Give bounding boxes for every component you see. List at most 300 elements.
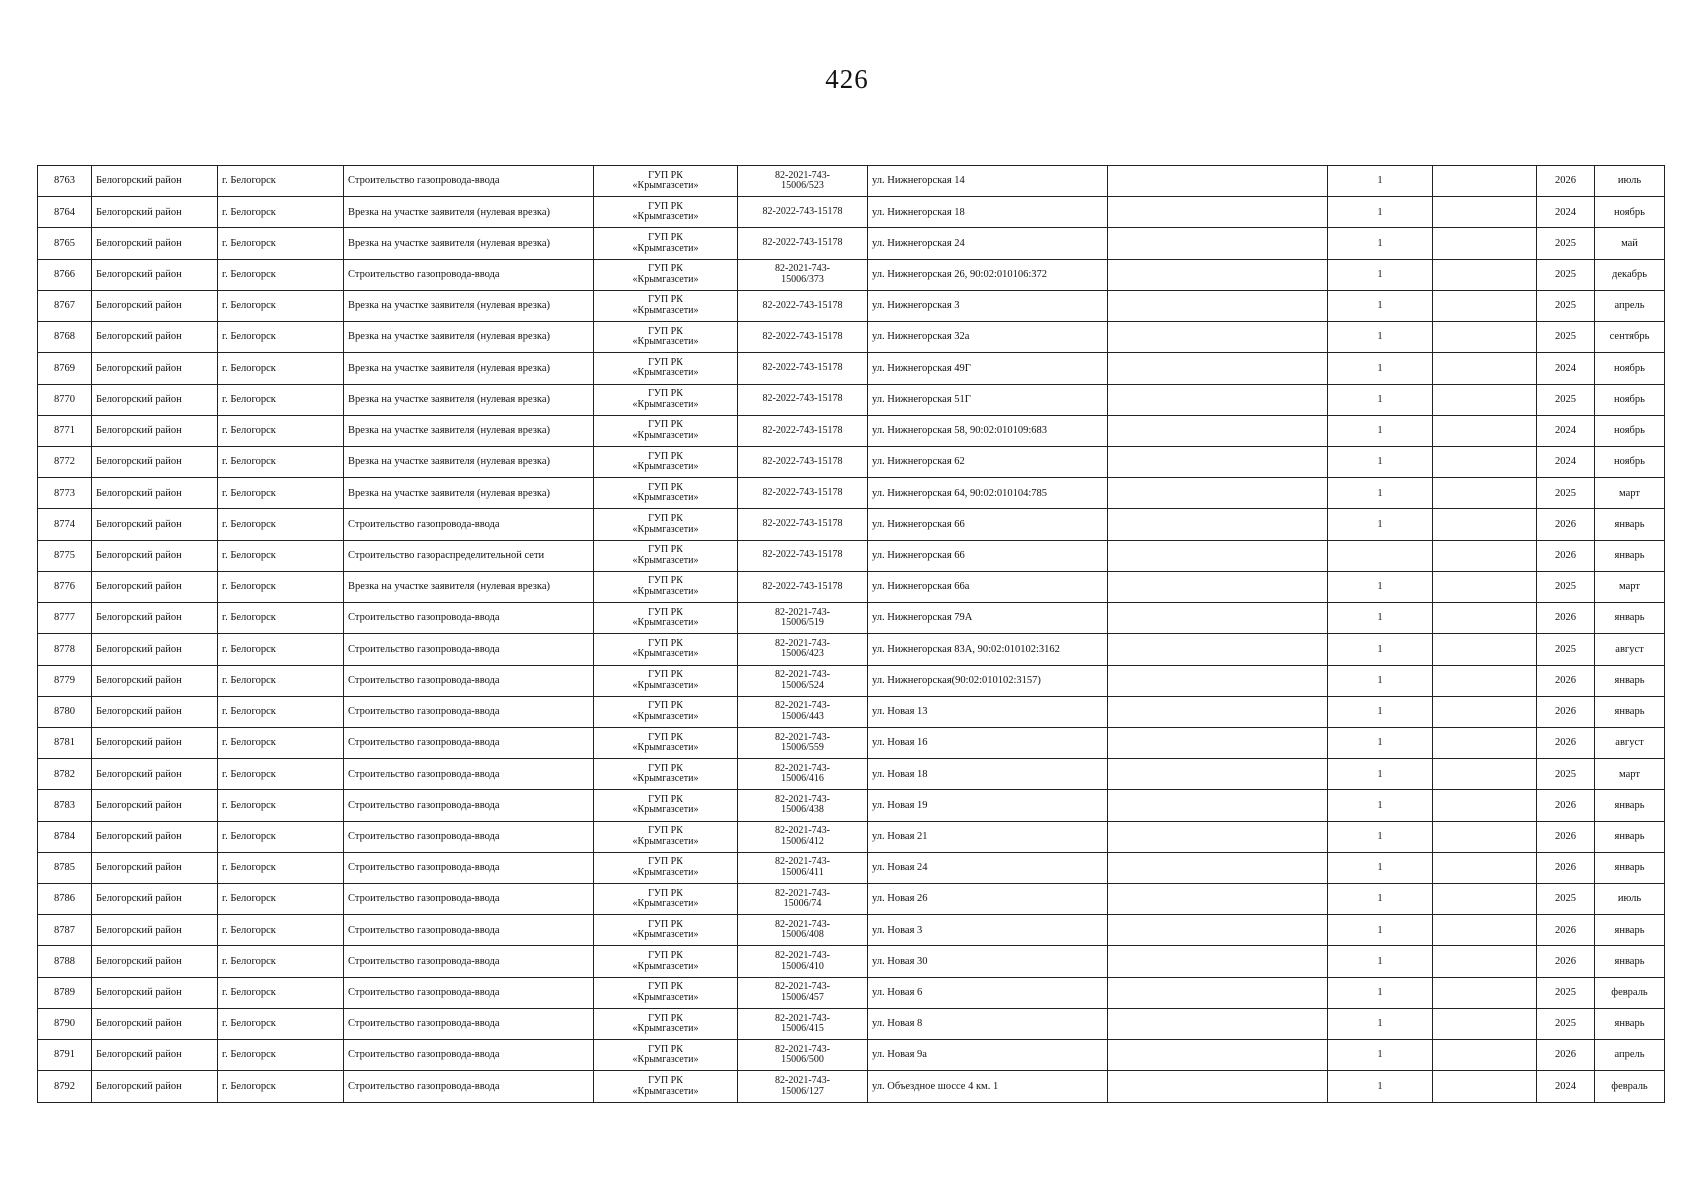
organization-line: «Крымгазсети»	[632, 866, 699, 878]
year-cell: 2025	[1537, 759, 1595, 790]
work-type-cell: Строительство газопровода-ввода	[344, 884, 594, 915]
organization-line: «Крымгазсети»	[632, 242, 699, 254]
registration-code-cell	[738, 478, 868, 509]
registration-code-cell	[738, 634, 868, 665]
organization-line: «Крымгазсети»	[632, 304, 699, 316]
organization-line: «Крымгазсети»	[632, 1054, 699, 1066]
empty-cell	[1433, 384, 1537, 415]
empty-cell	[1433, 322, 1537, 353]
city-cell: г. Белогорск	[218, 571, 344, 602]
organization-line: «Крымгазсети»	[632, 1023, 699, 1035]
district-cell: Белогорский район	[92, 259, 218, 290]
city-cell: г. Белогорск	[218, 821, 344, 852]
organization-line: «Крымгазсети»	[632, 991, 699, 1003]
table-row	[38, 166, 1665, 197]
registration-code-cell	[738, 322, 868, 353]
empty-cell	[1108, 696, 1328, 727]
table-row	[38, 727, 1665, 758]
count-cell: 1	[1328, 322, 1433, 353]
empty-cell	[1108, 665, 1328, 696]
organization-line: ГУП РК	[648, 356, 683, 368]
city-cell: г. Белогорск	[218, 696, 344, 727]
district-cell: Белогорский район	[92, 166, 218, 197]
table-row	[38, 696, 1665, 727]
district-cell: Белогорский район	[92, 603, 218, 634]
registration-code-line: 15006/415	[781, 1023, 824, 1035]
registration-code-line: 82-2021-743-	[775, 1012, 830, 1024]
organization-cell	[594, 727, 738, 758]
registration-code-cell	[738, 727, 868, 758]
table-row	[38, 759, 1665, 790]
organization-line: ГУП РК	[648, 1043, 683, 1055]
registration-code-line: 82-2022-743-15178	[762, 580, 843, 592]
empty-cell	[1108, 384, 1328, 415]
work-type-cell: Строительство газопровода-ввода	[344, 509, 594, 540]
organization-line: ГУП РК	[648, 1012, 683, 1024]
address-cell: ул. Новая 9а	[868, 1040, 1108, 1071]
table-row	[38, 353, 1665, 384]
district-cell: Белогорский район	[92, 759, 218, 790]
district-cell: Белогорский район	[92, 884, 218, 915]
year-cell: 2026	[1537, 790, 1595, 821]
city-cell: г. Белогорск	[218, 1071, 344, 1103]
registration-code-cell	[738, 415, 868, 446]
empty-cell	[1108, 228, 1328, 259]
district-cell: Белогорский район	[92, 1040, 218, 1071]
count-cell: 1	[1328, 759, 1433, 790]
organization-line: ГУП РК	[648, 731, 683, 743]
month-cell: март	[1595, 759, 1665, 790]
empty-cell	[1433, 446, 1537, 477]
organization-line: ГУП РК	[648, 325, 683, 337]
empty-cell	[1108, 446, 1328, 477]
table-row	[38, 634, 1665, 665]
year-cell: 2026	[1537, 852, 1595, 883]
registration-code-line: 82-2021-743-	[775, 918, 830, 930]
city-cell: г. Белогорск	[218, 197, 344, 228]
address-cell: ул. Новая 19	[868, 790, 1108, 821]
year-cell: 2026	[1537, 1040, 1595, 1071]
month-cell: январь	[1595, 603, 1665, 634]
district-cell: Белогорский район	[92, 727, 218, 758]
month-cell: февраль	[1595, 1071, 1665, 1103]
year-cell: 2026	[1537, 603, 1595, 634]
year-cell: 2026	[1537, 509, 1595, 540]
district-cell: Белогорский район	[92, 821, 218, 852]
empty-cell	[1108, 290, 1328, 321]
registration-code-cell	[738, 166, 868, 197]
organization-line: «Крымгазсети»	[632, 679, 699, 691]
registration-code-cell	[738, 571, 868, 602]
city-cell: г. Белогорск	[218, 1008, 344, 1039]
organization-line: «Крымгазсети»	[632, 585, 699, 597]
registration-code-line: 15006/412	[781, 835, 824, 847]
registration-code-line: 82-2022-743-15178	[762, 424, 843, 436]
registration-code-line: 82-2021-743-	[775, 825, 830, 837]
address-cell: ул. Нижнегорская 24	[868, 228, 1108, 259]
address-cell: ул. Новая 8	[868, 1008, 1108, 1039]
empty-cell	[1433, 540, 1537, 571]
address-cell: ул. Новая 21	[868, 821, 1108, 852]
city-cell: г. Белогорск	[218, 915, 344, 946]
year-cell: 2025	[1537, 634, 1595, 665]
empty-cell	[1433, 696, 1537, 727]
empty-cell	[1108, 478, 1328, 509]
row-number-cell: 8787	[38, 915, 92, 946]
year-cell: 2026	[1537, 166, 1595, 197]
organization-line: ГУП РК	[648, 700, 683, 712]
organization-cell	[594, 259, 738, 290]
table-body	[38, 166, 1665, 1103]
registration-code-line: 15006/559	[781, 742, 824, 754]
district-cell: Белогорский район	[92, 228, 218, 259]
empty-cell	[1433, 1040, 1537, 1071]
city-cell: г. Белогорск	[218, 727, 344, 758]
address-cell: ул. Нижнегорская 51Г	[868, 384, 1108, 415]
registration-code-line: 82-2022-743-15178	[762, 299, 843, 311]
registration-code-cell	[738, 384, 868, 415]
registration-code-line: 82-2022-743-15178	[762, 330, 843, 342]
empty-cell	[1108, 415, 1328, 446]
empty-cell	[1108, 540, 1328, 571]
month-cell: январь	[1595, 821, 1665, 852]
district-cell: Белогорский район	[92, 384, 218, 415]
district-cell: Белогорский район	[92, 634, 218, 665]
organization-line: ГУП РК	[648, 981, 683, 993]
city-cell: г. Белогорск	[218, 322, 344, 353]
organization-line: ГУП РК	[648, 200, 683, 212]
city-cell: г. Белогорск	[218, 384, 344, 415]
year-cell: 2024	[1537, 415, 1595, 446]
work-type-cell: Строительство газораспределительной сети	[344, 540, 594, 571]
work-type-cell: Строительство газопровода-ввода	[344, 259, 594, 290]
address-cell: ул. Нижнегорская 66а	[868, 571, 1108, 602]
count-cell: 1	[1328, 166, 1433, 197]
organization-line: «Крымгазсети»	[632, 617, 699, 629]
district-cell: Белогорский район	[92, 852, 218, 883]
city-cell: г. Белогорск	[218, 166, 344, 197]
work-type-cell: Строительство газопровода-ввода	[344, 946, 594, 977]
registration-code-cell	[738, 290, 868, 321]
year-cell: 2025	[1537, 384, 1595, 415]
month-cell: январь	[1595, 915, 1665, 946]
district-cell: Белогорский район	[92, 540, 218, 571]
organization-cell	[594, 322, 738, 353]
year-cell: 2026	[1537, 915, 1595, 946]
registration-code-cell	[738, 946, 868, 977]
district-cell: Белогорский район	[92, 1008, 218, 1039]
table-row	[38, 665, 1665, 696]
organization-cell	[594, 603, 738, 634]
month-cell: ноябрь	[1595, 415, 1665, 446]
city-cell: г. Белогорск	[218, 852, 344, 883]
table-row	[38, 197, 1665, 228]
row-number-cell: 8772	[38, 446, 92, 477]
work-type-cell: Врезка на участке заявителя (нулевая врезка)	[344, 478, 594, 509]
organization-line: «Крымгазсети»	[632, 773, 699, 785]
registration-code-line: 82-2021-743-	[775, 1043, 830, 1055]
empty-cell	[1433, 821, 1537, 852]
registration-code-cell	[738, 1008, 868, 1039]
registration-code-line: 82-2022-743-15178	[762, 518, 843, 530]
work-type-cell: Строительство газопровода-ввода	[344, 915, 594, 946]
registration-code-line: 82-2022-743-15178	[762, 455, 843, 467]
work-type-cell: Строительство газопровода-ввода	[344, 790, 594, 821]
table-row	[38, 884, 1665, 915]
city-cell: г. Белогорск	[218, 290, 344, 321]
empty-cell	[1108, 727, 1328, 758]
count-cell: 1	[1328, 852, 1433, 883]
empty-cell	[1108, 509, 1328, 540]
registration-code-line: 15006/438	[781, 804, 824, 816]
count-cell: 1	[1328, 1040, 1433, 1071]
work-type-cell: Врезка на участке заявителя (нулевая врезка)	[344, 415, 594, 446]
count-cell: 1	[1328, 946, 1433, 977]
empty-cell	[1433, 946, 1537, 977]
work-type-cell: Врезка на участке заявителя (нулевая врезка)	[344, 290, 594, 321]
registration-code-cell	[738, 446, 868, 477]
district-cell: Белогорский район	[92, 571, 218, 602]
work-type-cell: Врезка на участке заявителя (нулевая врезка)	[344, 197, 594, 228]
row-number-cell: 8767	[38, 290, 92, 321]
row-number-cell: 8774	[38, 509, 92, 540]
row-number-cell: 8771	[38, 415, 92, 446]
empty-cell	[1433, 290, 1537, 321]
row-number-cell: 8788	[38, 946, 92, 977]
organization-line: «Крымгазсети»	[632, 273, 699, 285]
table-row	[38, 540, 1665, 571]
work-type-cell: Строительство газопровода-ввода	[344, 727, 594, 758]
empty-cell	[1433, 166, 1537, 197]
year-cell: 2024	[1537, 353, 1595, 384]
year-cell: 2024	[1537, 197, 1595, 228]
year-cell: 2025	[1537, 1008, 1595, 1039]
organization-cell	[594, 665, 738, 696]
city-cell: г. Белогорск	[218, 665, 344, 696]
organization-line: ГУП РК	[648, 950, 683, 962]
work-type-cell: Строительство газопровода-ввода	[344, 1008, 594, 1039]
table-row	[38, 446, 1665, 477]
organization-cell	[594, 1071, 738, 1103]
month-cell: январь	[1595, 946, 1665, 977]
work-type-cell: Строительство газопровода-ввода	[344, 603, 594, 634]
year-cell: 2026	[1537, 665, 1595, 696]
organization-line: ГУП РК	[648, 887, 683, 899]
registration-code-cell	[738, 603, 868, 634]
row-number-cell: 8781	[38, 727, 92, 758]
month-cell: март	[1595, 478, 1665, 509]
month-cell: сентябрь	[1595, 322, 1665, 353]
organization-cell	[594, 884, 738, 915]
city-cell: г. Белогорск	[218, 946, 344, 977]
year-cell: 2026	[1537, 727, 1595, 758]
city-cell: г. Белогорск	[218, 353, 344, 384]
registration-code-line: 82-2021-743-	[775, 637, 830, 649]
registration-code-line: 82-2022-743-15178	[762, 362, 843, 374]
district-cell: Белогорский район	[92, 696, 218, 727]
empty-cell	[1433, 509, 1537, 540]
city-cell: г. Белогорск	[218, 634, 344, 665]
empty-cell	[1108, 571, 1328, 602]
row-number-cell: 8785	[38, 852, 92, 883]
organization-cell	[594, 571, 738, 602]
row-number-cell: 8775	[38, 540, 92, 571]
empty-cell	[1433, 915, 1537, 946]
address-cell: ул. Нижнегорская 64, 90:02:010104:785	[868, 478, 1108, 509]
registration-code-cell	[738, 1040, 868, 1071]
count-cell: 1	[1328, 446, 1433, 477]
month-cell: ноябрь	[1595, 384, 1665, 415]
organization-cell	[594, 915, 738, 946]
empty-cell	[1433, 977, 1537, 1008]
registration-code-line: 15006/411	[781, 866, 824, 878]
year-cell: 2025	[1537, 478, 1595, 509]
registration-code-line: 82-2022-743-15178	[762, 393, 843, 405]
district-cell: Белогорский район	[92, 1071, 218, 1103]
table-row	[38, 384, 1665, 415]
address-cell: ул. Нижнегорская 58, 90:02:010109:683	[868, 415, 1108, 446]
address-cell: ул. Новая 6	[868, 977, 1108, 1008]
month-cell: январь	[1595, 665, 1665, 696]
registration-code-cell	[738, 665, 868, 696]
work-type-cell: Строительство газопровода-ввода	[344, 977, 594, 1008]
empty-cell	[1433, 228, 1537, 259]
count-cell: 1	[1328, 384, 1433, 415]
count-cell: 1	[1328, 290, 1433, 321]
empty-cell	[1108, 790, 1328, 821]
table-row	[38, 946, 1665, 977]
organization-line: ГУП РК	[648, 263, 683, 275]
month-cell: январь	[1595, 509, 1665, 540]
month-cell: март	[1595, 571, 1665, 602]
organization-line: ГУП РК	[648, 637, 683, 649]
empty-cell	[1433, 353, 1537, 384]
year-cell: 2025	[1537, 977, 1595, 1008]
organization-line: «Крымгазсети»	[632, 523, 699, 535]
registration-code-cell	[738, 884, 868, 915]
city-cell: г. Белогорск	[218, 259, 344, 290]
empty-cell	[1433, 259, 1537, 290]
registration-code-line: 82-2021-743-	[775, 263, 830, 275]
organization-cell	[594, 696, 738, 727]
district-cell: Белогорский район	[92, 478, 218, 509]
organization-line: «Крымгазсети»	[632, 429, 699, 441]
count-cell: 1	[1328, 571, 1433, 602]
organization-line: «Крымгазсети»	[632, 336, 699, 348]
organization-cell	[594, 540, 738, 571]
month-cell: июль	[1595, 884, 1665, 915]
organization-cell	[594, 353, 738, 384]
table-row	[38, 1071, 1665, 1103]
district-cell: Белогорский район	[92, 665, 218, 696]
month-cell: февраль	[1595, 977, 1665, 1008]
address-cell: ул. Новая 16	[868, 727, 1108, 758]
organization-cell	[594, 759, 738, 790]
count-cell: 1	[1328, 727, 1433, 758]
table-row	[38, 1008, 1665, 1039]
row-number-cell: 8770	[38, 384, 92, 415]
address-cell: ул. Нижнегорская 66	[868, 509, 1108, 540]
work-type-cell: Врезка на участке заявителя (нулевая врезка)	[344, 322, 594, 353]
work-type-cell: Строительство газопровода-ввода	[344, 852, 594, 883]
month-cell: ноябрь	[1595, 197, 1665, 228]
organization-line: ГУП РК	[648, 606, 683, 618]
organization-line: ГУП РК	[648, 450, 683, 462]
address-cell: ул. Новая 30	[868, 946, 1108, 977]
count-cell: 1	[1328, 915, 1433, 946]
organization-line: ГУП РК	[648, 481, 683, 493]
organization-line: ГУП РК	[648, 294, 683, 306]
count-cell: 1	[1328, 884, 1433, 915]
table-row	[38, 1040, 1665, 1071]
month-cell: январь	[1595, 540, 1665, 571]
page-number: 426	[825, 64, 869, 94]
table-row	[38, 478, 1665, 509]
organization-cell	[594, 634, 738, 665]
year-cell: 2026	[1537, 946, 1595, 977]
organization-cell	[594, 228, 738, 259]
table-row	[38, 915, 1665, 946]
organization-line: ГУП РК	[648, 169, 683, 181]
registration-code-line: 15006/523	[781, 180, 824, 192]
work-type-cell: Строительство газопровода-ввода	[344, 696, 594, 727]
registration-code-line: 82-2021-743-	[775, 950, 830, 962]
count-cell: 1	[1328, 696, 1433, 727]
row-number-cell: 8773	[38, 478, 92, 509]
organization-line: ГУП РК	[648, 856, 683, 868]
month-cell: январь	[1595, 1008, 1665, 1039]
organization-line: ГУП РК	[648, 793, 683, 805]
count-cell: 1	[1328, 1008, 1433, 1039]
organization-cell	[594, 1040, 738, 1071]
empty-cell	[1433, 790, 1537, 821]
organization-line: «Крымгазсети»	[632, 835, 699, 847]
registration-code-line: 15006/519	[781, 617, 824, 629]
table-row	[38, 259, 1665, 290]
work-type-cell: Строительство газопровода-ввода	[344, 166, 594, 197]
empty-cell	[1108, 259, 1328, 290]
row-number-cell: 8783	[38, 790, 92, 821]
table-row	[38, 509, 1665, 540]
empty-cell	[1108, 197, 1328, 228]
work-type-cell: Врезка на участке заявителя (нулевая врезка)	[344, 353, 594, 384]
month-cell: декабрь	[1595, 259, 1665, 290]
row-number-cell: 8782	[38, 759, 92, 790]
row-number-cell: 8786	[38, 884, 92, 915]
registration-code-cell	[738, 540, 868, 571]
city-cell: г. Белогорск	[218, 603, 344, 634]
registration-code-line: 15006/416	[781, 773, 824, 785]
city-cell: г. Белогорск	[218, 540, 344, 571]
work-type-cell: Строительство газопровода-ввода	[344, 1071, 594, 1103]
organization-cell	[594, 852, 738, 883]
row-number-cell: 8764	[38, 197, 92, 228]
empty-cell	[1433, 197, 1537, 228]
work-type-cell: Врезка на участке заявителя (нулевая врезка)	[344, 446, 594, 477]
organization-line: «Крымгазсети»	[632, 398, 699, 410]
registration-code-line: 82-2022-743-15178	[762, 549, 843, 561]
empty-cell	[1108, 1040, 1328, 1071]
address-cell: ул. Нижнегорская 66	[868, 540, 1108, 571]
empty-cell	[1108, 322, 1328, 353]
registration-code-cell	[738, 259, 868, 290]
year-cell: 2025	[1537, 322, 1595, 353]
month-cell: август	[1595, 727, 1665, 758]
district-cell: Белогорский район	[92, 977, 218, 1008]
registration-code-cell	[738, 197, 868, 228]
address-cell: ул. Новая 3	[868, 915, 1108, 946]
organization-line: ГУП РК	[648, 762, 683, 774]
